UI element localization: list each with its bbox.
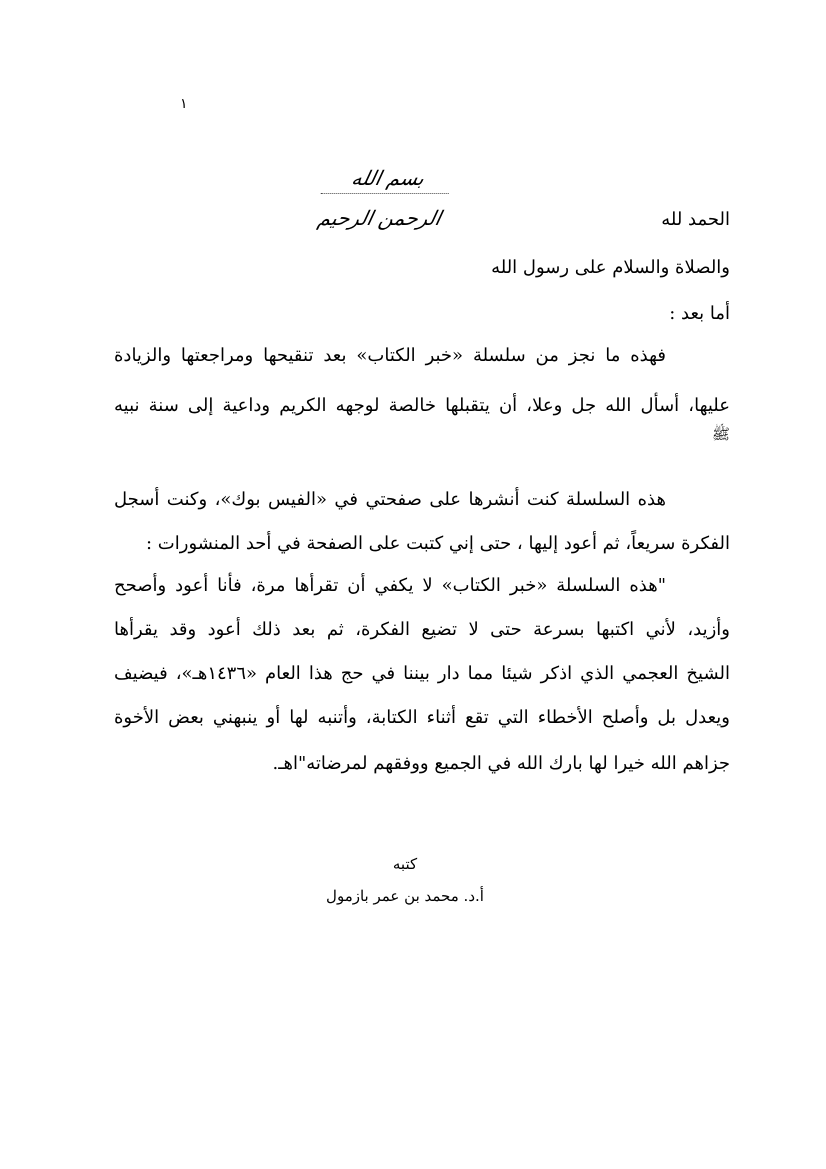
opening-amma-bad: أما بعد : [669, 303, 730, 324]
basmala-calligraphy [314, 158, 463, 230]
paragraph-2-line-1: هذه السلسلة كنت أنشرها على صفحتي في «الفيس بوك»، وكنت أسجل [114, 489, 666, 510]
paragraph-1-line-1: فهذه ما نجز من سلسلة «خبر الكتاب» بعد تنقيحها ومراجعتها والزيادة [114, 345, 666, 366]
calligraphy-flourish [321, 193, 449, 194]
salutation-glyph: ﷺ [711, 425, 730, 443]
paragraph-3-line-5: جزاهم الله خيرا لها بارك الله في الجميع ووفقهم لمرضاته"اهـ. [272, 753, 730, 774]
paragraph-1-line-2: عليها، أسأل الله جل وعلا، أن يتقبلها خالصة لوجهه الكريم وداعية إلى سنة نبيه [114, 395, 730, 416]
basmala-text: بسم الله الرحمن الرحيم [315, 166, 444, 230]
paragraph-3-line-2: وأزيد، لأني اكتبها بسرعة حتى لا تضيع الفكرة، ثم بعد ذلك أعود وقد يقرأها [114, 619, 730, 640]
page-number: ١ [180, 96, 188, 112]
paragraph-2-line-2: الفكرة سريعاً، ثم أعود إليها ، حتى إني كتبت على الصفحة في أحد المنشورات : [146, 533, 730, 554]
signature-author: أ.د. محمد بن عمر بازمول [326, 887, 484, 905]
paragraph-3-line-1: "هذه السلسلة «خبر الكتاب» لا يكفي أن تقرأها مرة، فأنا أعود وأصحح [114, 575, 666, 596]
opening-praise: الحمد لله [661, 209, 730, 230]
signature-written-by: كتبه [392, 855, 418, 873]
opening-prayer: والصلاة والسلام على رسول الله [491, 257, 730, 278]
paragraph-3-line-4: ويعدل بل وأصلح الأخطاء التي تقع أثناء الكتابة، وأتنبه لها أو ينبهني بعض الأخوة [114, 707, 730, 728]
paragraph-3-line-3: الشيخ العجمي الذي اذكر شيئا مما دار بيننا في حج هذا العام «١٤٣٦هـ»، فيضيف [114, 663, 730, 684]
